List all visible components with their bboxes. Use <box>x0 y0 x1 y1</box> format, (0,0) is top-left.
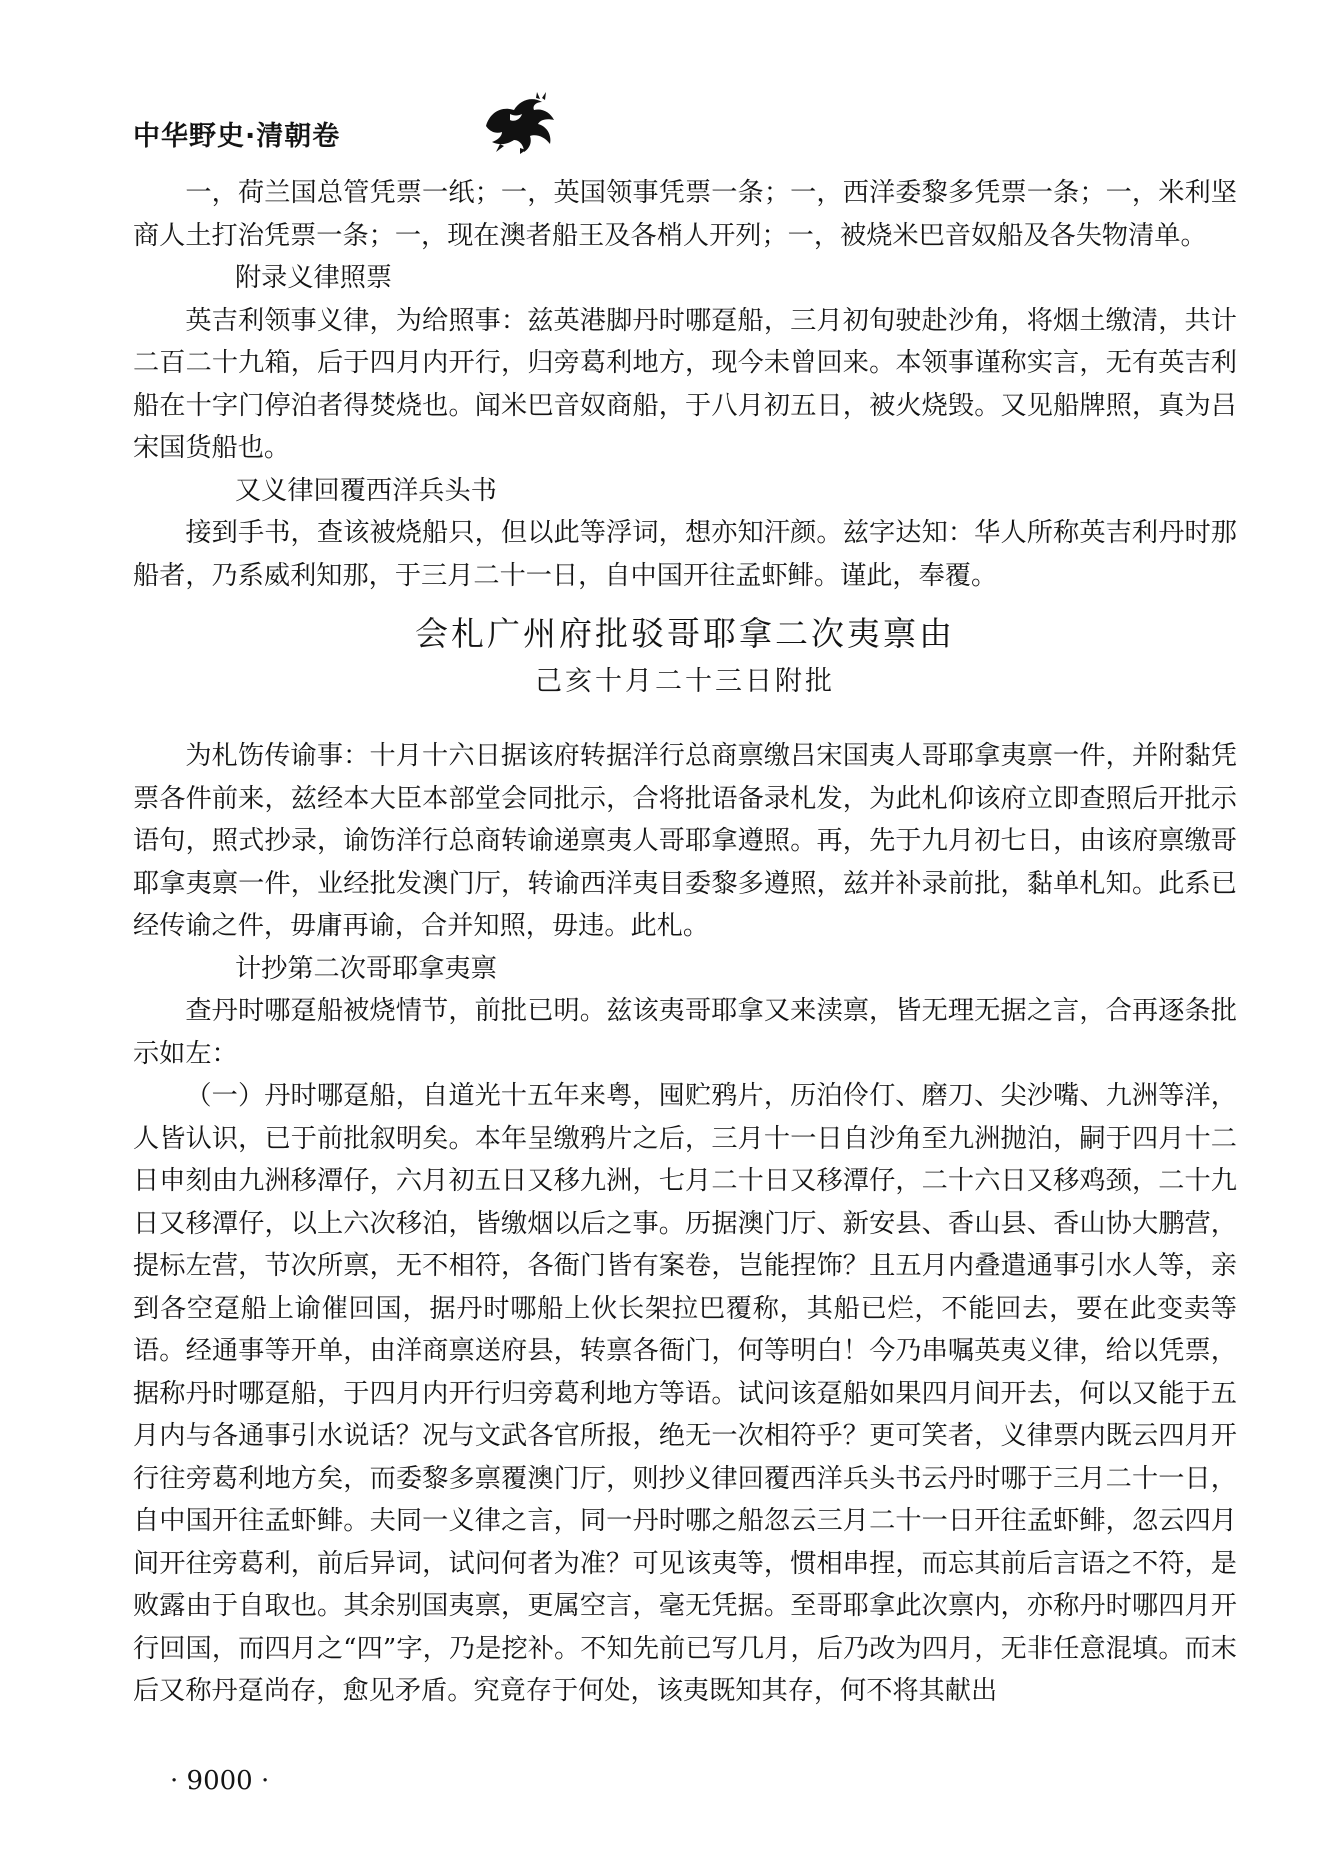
body-paragraph: 一，荷兰国总管凭票一纸；一，英国领事凭票一条；一，西洋委黎多凭票一条；一，米利坚商人土打治凭票一条；一，现在澳者船王及各梢人开列；一，被烧米巴音奴船及各失物清单。 <box>133 178 1237 251</box>
section-date: 己亥十月二十三日附批 <box>535 666 835 697</box>
appendix-heading: 计抄第二次哥耶拿夷禀 <box>235 953 497 984</box>
body-paragraph: （一）丹时哪趸船，自道光十五年来粤，囤贮鸦片，历泊伶仃、磨刀、尖沙嘴、九洲等洋，人皆认识，已于前批叙明矣。本年呈缴鸦片之后，三月十一日自沙角至九洲抛泊，嗣于四月十二日申刻由九洲移潭仔，六月初五日又移九洲，七月二十日又移潭仔，二十六日又移鸡颈，二十九日又移潭仔，以上六次移泊，皆缴烟以后之事。历据澳门厅、新安县、香山县、香山协大鹏营，提标左营，节次所禀，无不相符，各衙门皆有案卷，岂能捏饰？且五月内叠遣通事引水人等，亲到各空趸船上谕催回国，据丹时哪船上伙长架拉巴覆称，其船已烂，不能回去，要在此变卖等语。经通事等开单，由洋商禀送府县，转禀各衙门，何等明白！今乃串嘱英夷义律，给以凭票，据称丹时哪趸船，于四月内开行归旁葛利地方等语。试问该趸船如果四月间开去，何以又能于五月内与各通事引水说话？况与文武各官所报，绝无一次相符乎？更可笑者，义律票内既云四月开行往旁葛利地方矣，而委黎多禀覆澳门厅，则抄义律回覆西洋兵头书云丹时哪于三月二十一日，自中国开往孟虾鲱。夫同一义律之言，同一丹时哪之船忽云三月二十一日开往孟虾鲱，忽云四月间开往旁葛利，前后异词，试问何者为准？可见该夷等，惯相串捏，而忘其前后言语之不符，是败露由于自取也。其余别国夷禀，更属空言，毫无凭据。至哥耶拿此次禀内，亦称丹时哪四月开行回国，而四月之“四”字，乃是挖补。不知先前已写几月，后乃改为四月，无非任意混填。而末后又称丹趸尚存，愈见矛盾。究竟存于何处，该夷既知其存，何不将其献出 <box>133 1081 1237 1706</box>
body-paragraph: 为札饬传谕事：十月十六日据该府转据洋行总商禀缴吕宋国夷人哥耶拿夷禀一件，并附黏凭票各件前来，兹经本大臣本部堂会同批示，合将批语备录札发，为此札仰该府立即查照后开批示语句，照式抄录，谕饬洋行总商转谕递禀夷人哥耶拿遵照。再，先于九月初七日，由该府禀缴哥耶拿夷禀一件，业经批发澳门厅，转谕西洋夷目委黎多遵照，兹并补录前批，黏单札知。此系已经传谕之件，毋庸再谕，合并知照，毋违。此札。 <box>133 741 1237 941</box>
body-paragraph: 接到手书，查该被烧船只，但以此等浮词，想亦知汗颜。兹字达知：华人所称英吉利丹时那船者，乃系威利知那，于三月二十一日，自中国开往孟虾鲱。谨此，奉覆。 <box>133 518 1237 591</box>
section-title: 会札广州府批驳哥耶拿二次夷禀由 <box>415 614 955 653</box>
body-paragraph: 查丹时哪趸船被烧情节，前批已明。兹该夷哥耶拿又来渎禀，皆无理无据之言，合再逐条批示如左： <box>133 996 1237 1069</box>
dragon-icon <box>480 92 560 154</box>
appendix-heading: 又义律回覆西洋兵头书 <box>235 475 497 506</box>
page-number: · 9000 · <box>170 1766 270 1796</box>
page-body <box>133 172 1237 1713</box>
body-paragraph: 英吉利领事义律，为给照事：兹英港脚丹时哪趸船，三月初旬驶赴沙角，将烟土缴清，共计二百二十九箱，后于四月内开行，归旁葛利地方，现今未曾回来。本领事谨称实言，无有英吉利船在十字门停泊者得焚烧也。闻米巴音奴商船，于八月初五日，被火烧毁。又见船牌照，真为吕宋国货船也。 <box>133 305 1237 463</box>
running-header-title: 中华野史·清朝卷 <box>133 121 341 152</box>
appendix-heading: 附录义律照票 <box>235 263 393 293</box>
